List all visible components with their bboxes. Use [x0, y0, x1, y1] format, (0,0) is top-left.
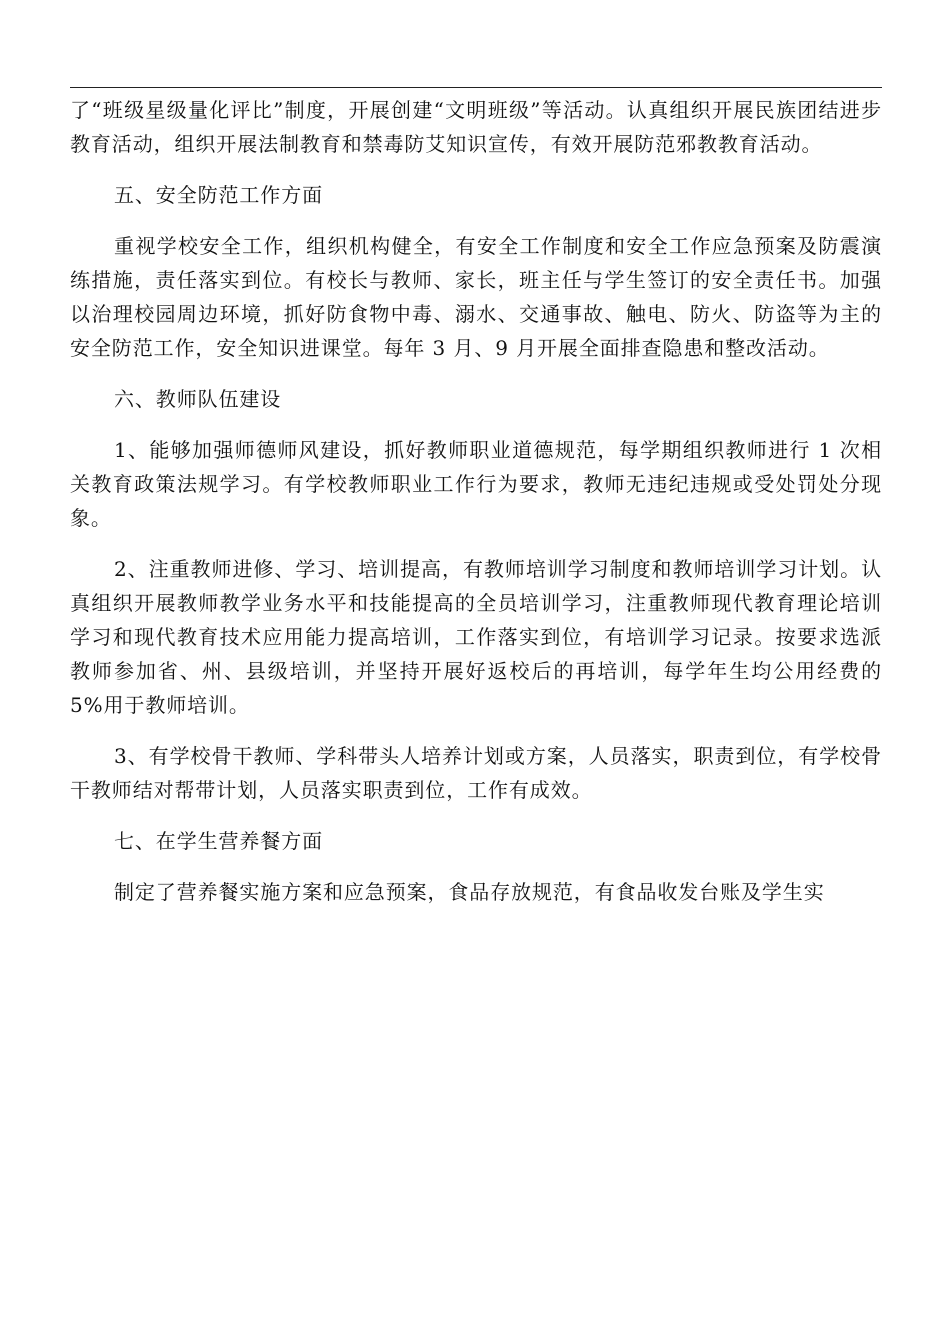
document-page — [70, 0, 882, 1344]
paragraph-continuation: 了“班级星级量化评比”制度，开展创建“文明班级”等活动。认真组织开展民族团结进步教育活动，组织开展法制教育和禁毒防艾知识宣传，有效开展防范邪教教育活动。 — [70, 98, 882, 156]
section-heading-teachers: 六、教师队伍建设 — [114, 387, 282, 411]
paragraph-teachers-3: 3、有学校骨干教师、学科带头人培养计划或方案，人员落实，职责到位，有学校骨干教师结对帮带计划，人员落实职责到位，工作有成效。 — [70, 744, 882, 802]
header-rule — [70, 87, 882, 88]
paragraph-teachers-1: 1、能够加强师德师风建设，抓好教师职业道德规范，每学期组织教师进行 1 次相关教育政策法规学习。有学校教师职业工作行为要求，教师无违纪违规或受处罚处分现象。 — [70, 438, 882, 530]
section-heading-safety: 五、安全防范工作方面 — [114, 183, 323, 207]
section-heading-nutrition: 七、在学生营养餐方面 — [114, 829, 323, 853]
document-body — [70, 93, 882, 926]
paragraph-safety: 重视学校安全工作，组织机构健全，有安全工作制度和安全工作应急预案及防震演练措施，责任落实到位。有校长与教师、家长，班主任与学生签订的安全责任书。加强以治理校园周边环境，抓好防食物中毒、溺水、交通事故、触电、防火、防盗等为主的安全防范工作，安全知识进课堂。每年 3 月、9 月开展全面排查隐患和整改活动。 — [70, 234, 882, 360]
paragraph-teachers-2: 2、注重教师进修、学习、培训提高，有教师培训学习制度和教师培训学习计划。认真组织开展教师教学业务水平和技能提高的全员培训学习，注重教师现代教育理论培训学习和现代教育技术应用能力提高培训，工作落实到位，有培训学习记录。按要求选派教师参加省、州、县级培训，并坚持开展好返校后的再培训，每学年生均公用经费的 5%用于教师培训。 — [70, 557, 882, 717]
paragraph-nutrition: 制定了营养餐实施方案和应急预案，食品存放规范，有食品收发台账及学生实 — [114, 880, 825, 904]
